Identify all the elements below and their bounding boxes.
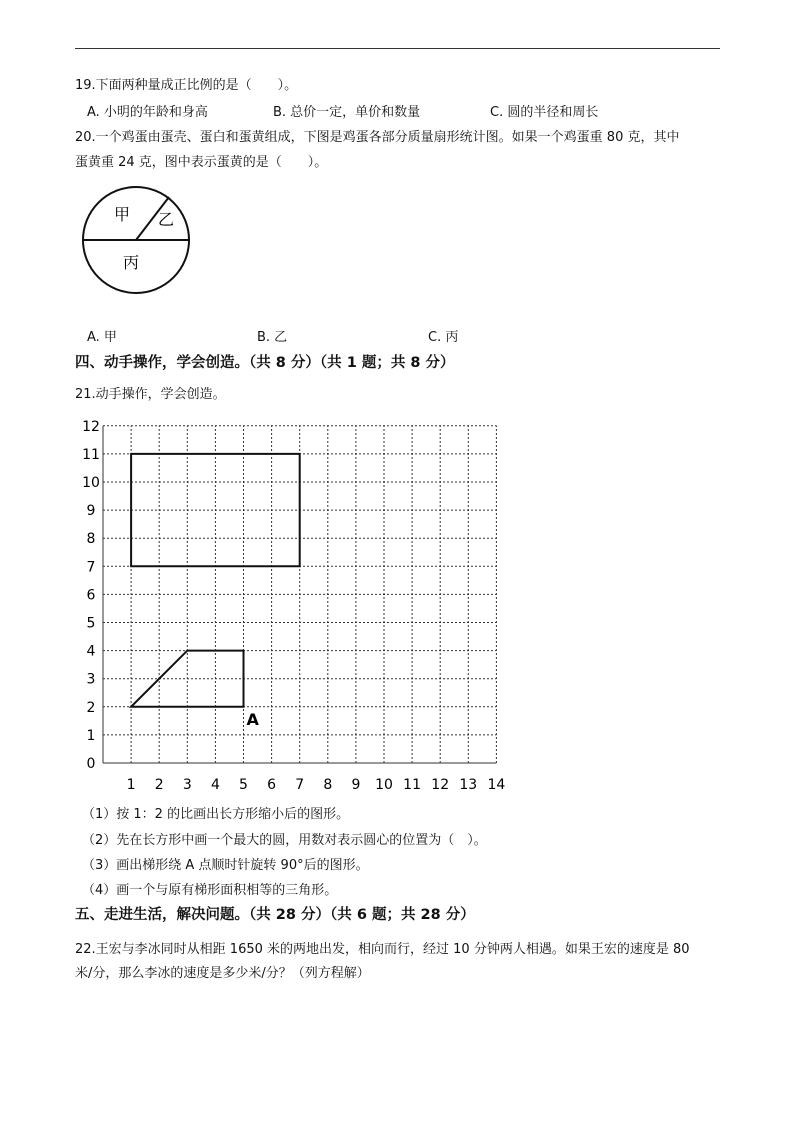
x-tick-label: 14: [487, 777, 506, 793]
x-tick-label: 9: [351, 777, 361, 793]
q22-line1: 22.王宏与李冰同时从相距 1650 米的两地出发，相向而行，经过 10 分钟两人相遇。如果王宏的速度是 80: [75, 942, 690, 957]
egg-pie-chart: [80, 185, 194, 297]
y-tick-label: 10: [82, 475, 100, 491]
q19-option-b: B. 总价一定，单价和数量: [273, 105, 421, 120]
x-tick-label: 12: [431, 777, 450, 793]
q20-stem-line2: 蛋黄重 24 克，图中表示蛋黄的是（ ）。: [75, 155, 328, 170]
x-tick-label: 6: [267, 777, 277, 793]
section5-heading: 五、走进生活，解决问题。（共 28 分）（共 6 题；共 28 分）: [75, 907, 475, 923]
y-tick-label: 9: [86, 503, 96, 520]
x-tick-label: 2: [154, 777, 164, 793]
pie-label-yi: 乙: [158, 210, 175, 229]
q21-sub-1: （1）按 1：2 的比画出长方形缩小后的图形。: [82, 807, 350, 822]
y-tick-label: 5: [86, 615, 96, 632]
grid-ticks: [82, 419, 505, 793]
pie-label-bing: 丙: [123, 253, 140, 272]
x-tick-label: 10: [375, 777, 393, 793]
q19-option-a: A. 小明的年龄和身高: [87, 105, 208, 120]
y-tick-label: 4: [86, 643, 96, 660]
y-tick-label: 3: [86, 671, 96, 688]
y-tick-label: 0: [86, 756, 96, 772]
y-tick-label: 11: [82, 446, 100, 463]
x-tick-label: 11: [403, 777, 422, 793]
x-tick-label: 13: [459, 777, 478, 793]
x-tick-label: 3: [182, 777, 192, 793]
q20-stem-line1: 20.一个鸡蛋由蛋壳、蛋白和蛋黄组成，下图是鸡蛋各部分质量扇形统计图。如果一个鸡蛋重 80 克，其中: [75, 130, 680, 145]
q19-stem: 19.下面两种量成正比例的是（ ）。: [75, 78, 298, 93]
y-tick-label: 6: [86, 587, 96, 604]
q19-option-c: C. 圆的半径和周长: [490, 105, 599, 120]
q20-option-a: A. 甲: [87, 330, 117, 345]
y-tick-label: 12: [82, 418, 100, 435]
x-tick-label: 8: [323, 777, 333, 793]
x-tick-label: 4: [210, 777, 220, 793]
q21-sub-3: （3）画出梯形绕 A 点顺时针旋转 90°后的图形。: [82, 858, 369, 873]
y-tick-label: 1: [86, 727, 96, 744]
section4-heading: 四、动手操作，学会创造。（共 8 分）（共 1 题；共 8 分）: [75, 355, 455, 371]
point-a-label: A: [246, 709, 259, 729]
x-tick-label: 7: [295, 777, 305, 793]
x-tick-label: 1: [126, 777, 136, 793]
coordinate-grid: [70, 410, 520, 795]
q21-stem: 21.动手操作，学会创造。: [75, 387, 226, 402]
pie-label-jia: 甲: [114, 205, 131, 224]
y-tick-label: 2: [86, 699, 96, 716]
q22-line2: 米/分，那么李冰的速度是多少米/分？（列方程解）: [75, 966, 370, 981]
q21-sub-4: （4）画一个与原有梯形面积相等的三角形。: [82, 883, 338, 898]
x-tick-label: 5: [239, 777, 248, 793]
header-rule: [75, 48, 720, 49]
q20-option-b: B. 乙: [257, 330, 288, 345]
y-tick-label: 7: [86, 559, 96, 576]
q21-sub-2: （2）先在长方形中画一个最大的圆，用数对表示圆心的位置为（ ）。: [82, 833, 487, 848]
q20-option-c: C. 丙: [428, 330, 459, 345]
y-tick-label: 8: [86, 531, 96, 548]
